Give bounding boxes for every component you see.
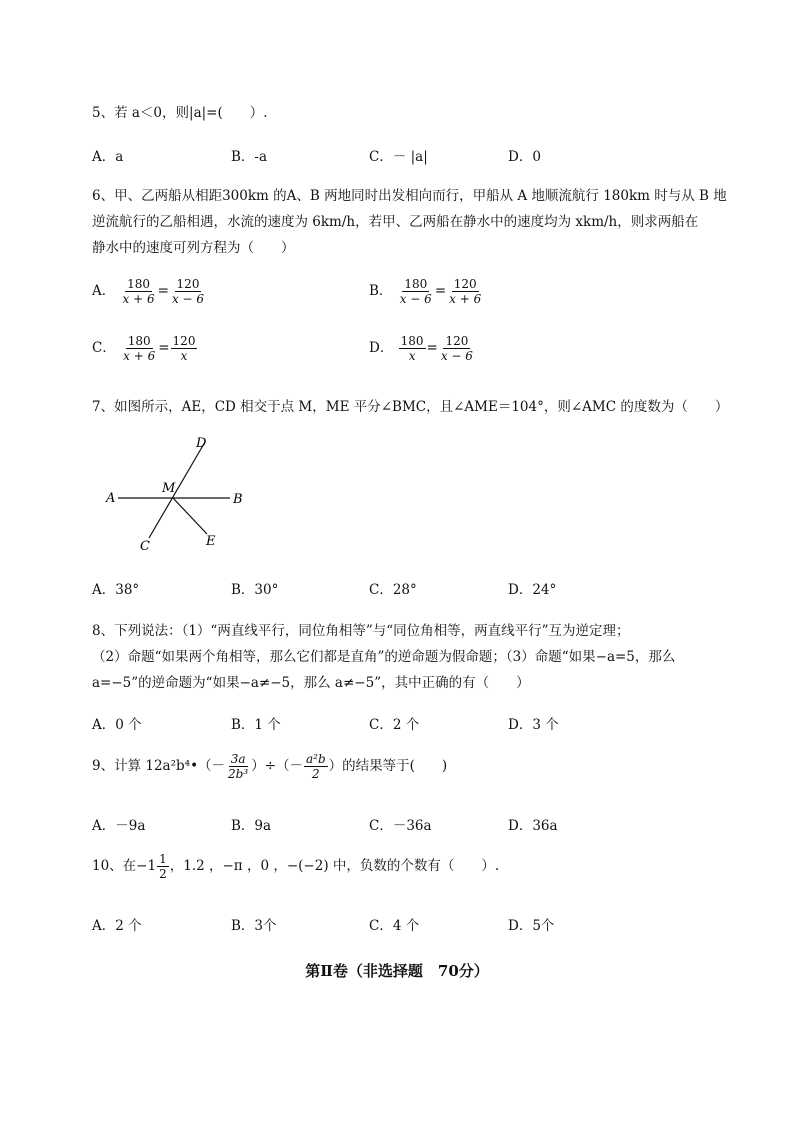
fraction: $\frac{180}{x + 6}$ [123, 334, 156, 363]
q5-option-c: C．－ |a| [369, 149, 428, 165]
section-title: 第Ⅱ卷（非选择题 70分） [305, 962, 489, 980]
q5-option-d: D．0 [508, 149, 541, 165]
fraction: $\frac{180}{x}$ [400, 334, 424, 363]
q8-option-a: A．0 个 [92, 717, 142, 733]
label-e: E [206, 534, 216, 549]
q6-option-c: C． $\frac{180}{x + 6}$ = $\frac{120}{x}$ [92, 334, 196, 363]
q10-option-d: D．5个 [508, 918, 555, 934]
fraction: $\frac{180}{x + 6}$ [122, 277, 155, 306]
q7-option-b: B．30° [231, 582, 279, 598]
q7-geometry-figure [100, 430, 260, 555]
fraction: $\frac{120}{x + 6}$ [449, 277, 482, 306]
q8-line3: a=−5”的逆命题为“如果−a≠−5，那么 a≠−5”，其中正确的有（ ） [92, 675, 530, 691]
label-c: C [140, 539, 150, 554]
q7-option-d: D．24° [508, 582, 557, 598]
q5-option-a: A．a [92, 149, 124, 165]
fraction: $\frac{180}{x - 6}$ [399, 277, 432, 306]
q6-option-b-label: B． [369, 283, 393, 299]
q6-line3: 静水中的速度可列方程为（ ） [92, 240, 295, 256]
q10-stem: 10、在−1 $\frac{1}{2}$ ，1.2 ，−π ，0 ，−(−2) 中，负数的个数有（ ）. [92, 852, 500, 881]
q8-option-d: D．3 个 [508, 717, 559, 733]
fraction: $\frac{\text{a²b}}{2}$ [306, 752, 326, 781]
q10-option-a: A．2 个 [92, 918, 142, 934]
ray-me [173, 498, 207, 534]
q9-stem: 9、计算 12a²b⁴•（－ $\frac{3a}{\text{2b³}}$ ）÷（－ $\frac{\text{a²b}}{2}$ ）的结果等于( ) [92, 752, 448, 781]
q6-option-a-label: A． [92, 283, 116, 299]
q10-option-c: C．4 个 [369, 918, 420, 934]
q9-option-b: B．9a [231, 818, 272, 834]
q5-stem: 5、若 a＜0，则|a|=( ）. [92, 105, 268, 121]
q6-line1: 6、甲、乙两船从相距300km 的A、B 两地同时出发相向而行，甲船从 A 地顺流航行 180km 时与从 B 地 [92, 188, 727, 204]
q6-option-a: A． $\frac{180}{x + 6}$ = $\frac{120}{x - 6}$ [92, 277, 205, 306]
label-a: A [106, 491, 116, 506]
q6-option-c-label: C． [92, 340, 116, 356]
q7-option-a: A．38° [92, 582, 140, 598]
q9-option-a: A．－9a [92, 818, 146, 834]
q8-option-b: B．1 个 [231, 717, 281, 733]
fraction: $\frac{120}{x}$ [172, 334, 196, 363]
fraction: $\frac{120}{x - 6}$ [440, 334, 473, 363]
q6-option-b: B． $\frac{180}{x - 6}$ = $\frac{120}{x + 6}$ [369, 277, 482, 306]
label-d: D [196, 436, 207, 451]
fraction: $\frac{1}{2}$ [159, 852, 167, 881]
label-m: M [162, 481, 176, 496]
q9-option-d: D．36a [508, 818, 558, 834]
q6-line2: 逆流航行的乙船相遇，水流的速度为 6km/h，若甲、乙两船在静水中的速度均为 xkm/h，则求两船在 [92, 214, 699, 230]
q8-line1: 8、下列说法：（1）“两直线平行，同位角相等”与“同位角相等，两直线平行”互为逆定理； [92, 623, 630, 639]
fraction: $\frac{120}{x - 6}$ [171, 277, 205, 306]
q8-option-c: C．2 个 [369, 717, 420, 733]
q6-option-d: D． $\frac{180}{x}$ = $\frac{120}{x - 6}$ [369, 334, 473, 363]
q7-stem: 7、如图所示，AE，CD 相交于点 M，ME 平分∠BMC，且∠AME＝104°，则∠AMC 的度数为（ ） [92, 399, 729, 415]
q10-option-b: B．3个 [231, 918, 277, 934]
q7-option-c: C．28° [369, 582, 417, 598]
q6-option-d-label: D． [369, 340, 394, 356]
label-b: B [233, 492, 243, 507]
q5-option-b: B．-a [231, 149, 268, 165]
fraction: $\frac{3a}{\text{2b³}}$ [228, 752, 249, 781]
q8-line2: （2）命题“如果两个角相等，那么它们都是直角”的逆命题为假命题；（3）命题“如果−a=5，那么 [92, 649, 676, 665]
q9-option-c: C．－36a [369, 818, 432, 834]
